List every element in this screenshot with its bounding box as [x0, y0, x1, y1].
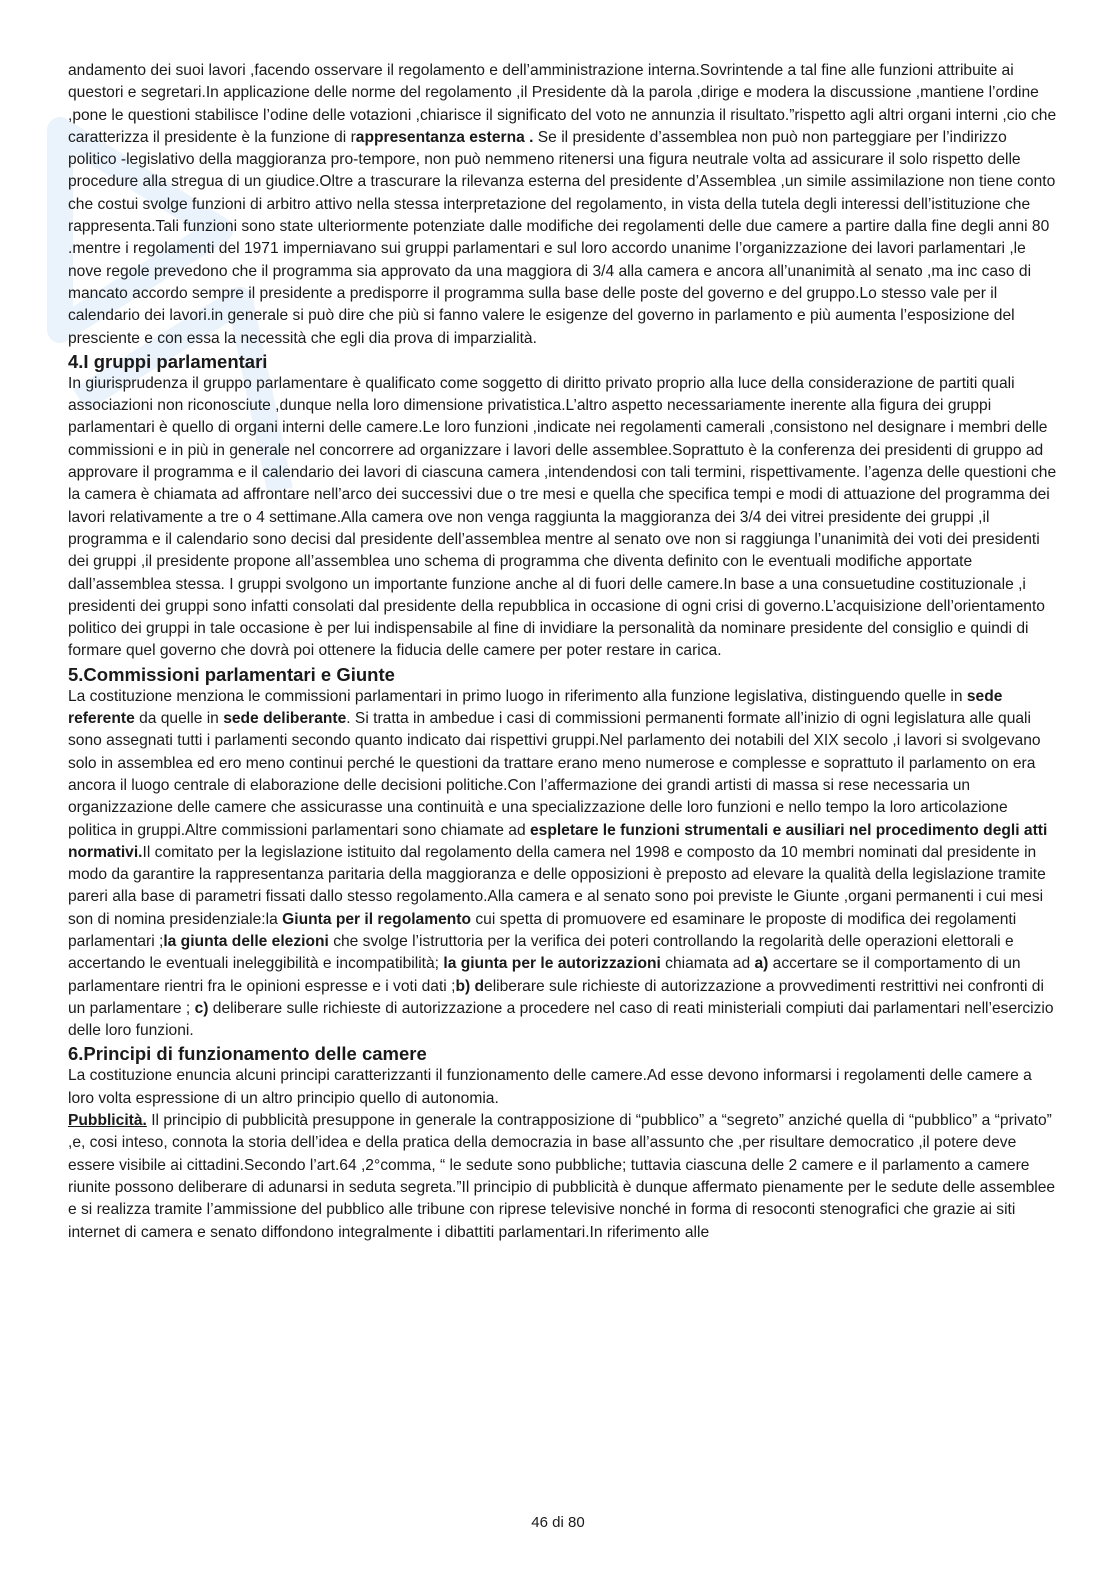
pubblicita-label: Pubblicità. [68, 1112, 147, 1130]
page-number: 46 di 80 [531, 1514, 585, 1531]
paragraph-pubblicita: Pubblicità. Il principio di pubblicità presuppone in generale la contrapposizione di “pubblico” a “segreto” anziché quella di “pubblico” a “privato” ,e, cosi inteso, connota la storia dell’idea e della pratica della democrazia in base all’assunto che ,per risultare democratico ,il potere deve essere visibile ai cittadini.Secondo l’art.64 ,2°comma, “ le sedute sono pubbliche; tuttavia ciascuna delle 2 camere e il parlamento a camere riunite possono deliberare di adunarsi in seduta segreta.”Il principio di pubblicità è dunque affermato pienamente per le sedute delle assemblee e si realizza tramite l’ammissione del pubblico alle tribune con riprese televisive nonché in forma di resoconti stenografici che grazie ai siti internet di camera e senato diffondono integralmente i dibattiti parlamentari.In riferimento alle [68, 1112, 1056, 1241]
heading-commissioni: 5.Commissioni parlamentari e Giunte [68, 663, 395, 685]
document-page [68, 60, 1058, 1244]
paragraph-presidente: andamento dei suoi lavori ,facendo osservare il regolamento e dell’amministrazione interna.Sovrintende a tal fine alle funzioni attribuite ai questori e segretari.In applicazione delle norme del regolamento ,il Presidente dà la parola ,dirige e modera la discussione ,mantiene l’ordine ,pone le questioni stabilisce l’odine delle votazioni ,chiarisce il significato del voto ne annunzia il risultato.”rispetto agli altri organi interni ,cio che caratterizza il presidente è la funzione di rappresentanza esterna . Se il presidente d’assemblea non può non parteggiare per l’indirizzo politico -legislativo della maggioranza pro-tempore, non può nemmeno ritenersi una figura neutrale volta ad assicurare il solo rispetto delle procedure alla stregua di un giudice.Oltre a trascurare la rilevanza esterna del presidente d’Assemblea ,un simile assimilazione non tiene conto che costui svolge funzioni di arbitro attivo nella stessa interpretazione del regolamento, in vista della tutela degli interessi dell’istituzione che rappresenta.Tali funzioni sono state ulteriormente potenziate dalle modifiche dei regolamenti delle due camere a partire dalla fine degli anni 80 .mentre i regolamenti del 1971 imperniavano sui gruppi parlamentari e sul loro accordo unanime l’organizzazione dei lavori parlamentari ,le nove regole prevedono che il programma sia approvato da una maggiora di 3/4 alla camera e ancora all’unanimità al senato ,ma inc caso di mancato accordo sempre il presidente a predisporre il programma sulla base delle poste del governo e del gruppo.Lo stesso vale per il calendario dei lavori.in generale si può dire che più si fanno valere le esigenze del governo in parlamento e più aumenta l’esposizione del presciente e con essa la necessità che egli dia prova di imparzialità. [68, 62, 1057, 347]
paragraph-commissioni: La costituzione menziona le commissioni parlamentari in primo luogo in riferimento alla funzione legislativa, distinguendo quelle in sede referente da quelle in sede deliberante. Si tratta in ambedue i casi di commissioni permanenti formate all’inizio di ogni legislatura alle quali sono assegnati tutti i parlamenti secondo quanto indicato dai rispettivi gruppi.Nel parlamento dei notabili del XIX secolo ,i lavori si svolgevano solo in assemblea ed ero meno continui perché le questioni da trattare erano meno numerose e complesse e soprattuto il parlamento on era ancora il luogo centrale di elaborazione delle decisioni politiche.Con l’affermazione dei grandi artisti di massa si rese necessaria un organizzazione delle camere che assicurasse una continuità e una specializzazione delle loro funzioni e nello tempo la loro articolazione politica in gruppi.Altre commissioni parlamentari sono chiamate ad espletare le funzioni strumentali e ausiliari nel procedimento degli atti normativi.Il comitato per la legislazione istituito dal regolamento della camera nel 1998 e composto da 10 membri nominati dal presidente in modo da garantire la rappresentanza paritaria della maggioranza e delle opposizioni è preposto ad elevare la qualità della legislazione tramite pareri alla base di parametri fissati dallo stesso regolamento.Alla camera e al senato sono poi previste le Giunte ,organi permanenti i cui mesi son di nomina presidenziale:la Giunta per il regolamento cui spetta di promuovere ed esaminare le proposte di modifica dei regolamenti parlamentari ;la giunta delle elezioni che svolge l’istruttoria per la verifica dei poteri controllando la regolarità delle operazioni elettorali e accertando le eventuali ineleggibilità e incompatibilità; la giunta per le autorizzazioni chiamata ad a) accertare se il comportamento di un parlamentare rientri fra le opinioni espresse e i voti dati ;b) deliberare sule richieste di autorizzazione a provvedimenti restrittivi nei confronti di un parlamentare ; c) deliberare sulle richieste di autorizzazione a procedere nel caso di reati ministeriali compiuti dai parlamentari nell’esercizio delle loro funzioni. [68, 687, 1054, 1040]
heading-gruppi-parlamentari: 4.I gruppi parlamentari [68, 350, 268, 372]
paragraph-gruppi: In giurisprudenza il gruppo parlamentare è qualificato come soggetto di diritto privato proprio alla luce della considerazione de partiti quali associazioni non riconosciute ,dunque nella loro dimensione privatistica.L’altro aspetto necessariamente inerente alla figura dei gruppi parlamentari è quello di organi interni delle camere.Le loro funzioni ,indicate nei regolamenti camerali ,consistono nel designare i membri delle commissioni e in più in generale nel concorrere ad organizzare i lavori delle assemblee.Soprattuto è la conferenza dei presidenti di gruppo ad approvare il programma e il calendario dei lavori di ciascuna camera ,intendendosi con tali termini, rispettivamente. l’agenza delle questioni che la camera è chiamata ad affrontare nell’arco dei successivi due o tre mesi e quella che specifica tempi e modi di attuazione del programma dei lavori relativamente a tre o 4 settimane.Alla camera ove non venga raggiunta la maggioranza dei 3/4 dei vitrei presidente dei gruppi ,il programma e il calendario sono decisi dal presidente dell’assemblea mentre al senato ove non si raggiunga l’unanimità dei voti dei presidenti dei gruppi ,il presidente propone all’assemblea uno schema di programma che diventa definito con le eventuali modifiche apportate dall’assemblea stessa. I gruppi svolgono un importante funzione anche al di fuori delle camere.In base a una consuetudine costituzionale ,i presidenti dei gruppi sono infatti consolati dal presidente della repubblica in occasione di ogni crisi di governo.L’acquisizione dell’orientamento politico dei gruppi in tale occasione è per lui indispensabile al fine di invidiare la personalità da nominare presidente del consiglio e quindi di formare quel governo che dovrà poi ottenere la fiducia delle camere per poter restare in carica. [68, 374, 1057, 660]
heading-principi: 6.Principi di funzionamento delle camere [68, 1043, 427, 1065]
paragraph-principi: La costituzione enuncia alcuni principi caratterizzanti il funzionamento delle camere.Ad esse devono informarsi i regolamenti delle camere a loro volta espressione di un altro principio quello di autonomia. [68, 1067, 1032, 1107]
